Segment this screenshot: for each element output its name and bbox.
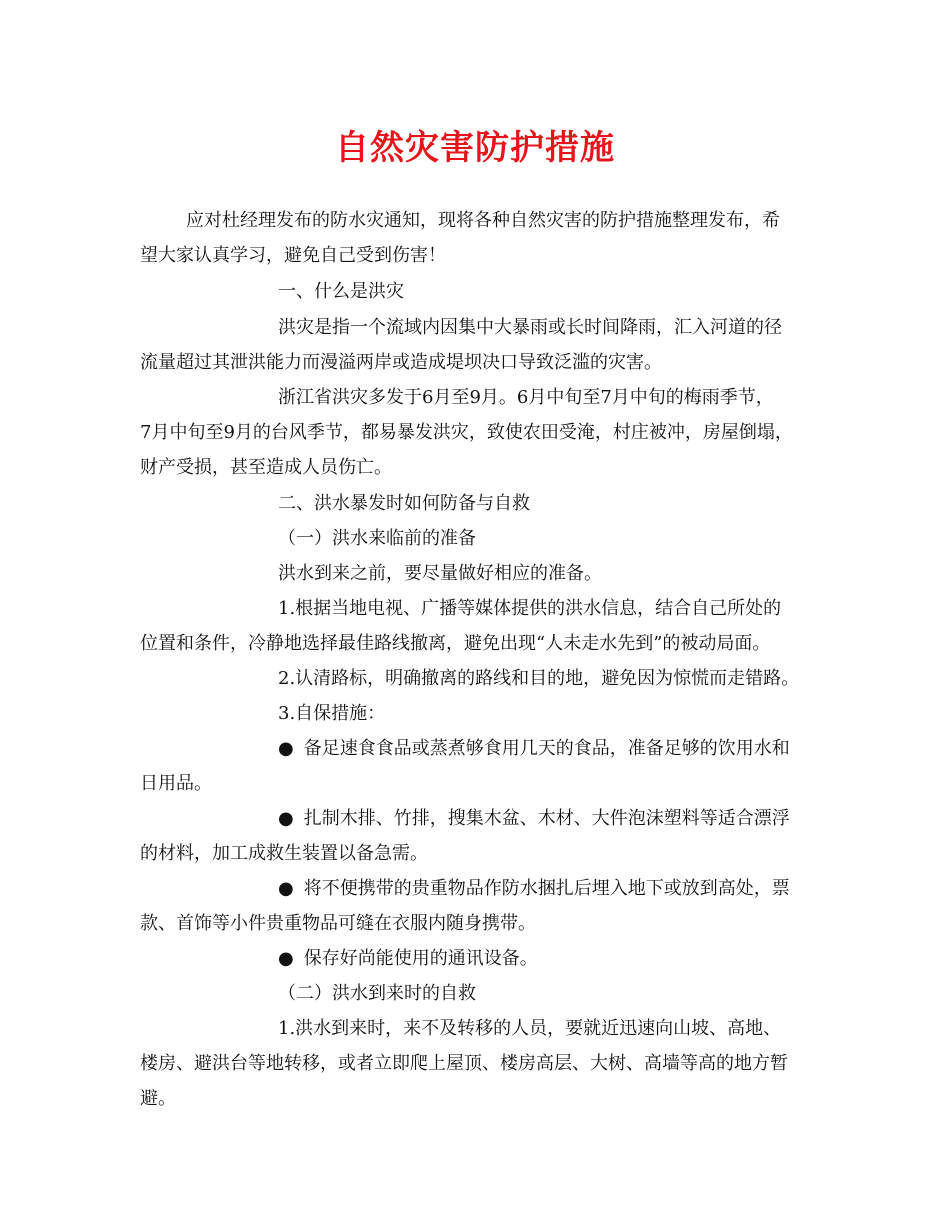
bullet-text: 扎制木排、竹排，搜集木盆、木材、大件泡沫塑料等适合漂浮 [303,808,790,829]
bullet-item [278,876,790,902]
paragraph-line: 财产受损，甚至造成人员伤亡。 [140,457,392,478]
bullet-icon: ● [278,948,294,969]
bullet-continuation: 款、首饰等小件贵重物品可缝在衣服内随身携带。 [140,913,536,934]
bullet-continuation: 日用品。 [140,773,212,794]
list-item-line: 1.洪水到来时，来不及转移的人员，要就近迅速向山坡、高地、 [278,1018,782,1039]
paragraph-line: 流量超过其泄洪能力而漫溢两岸或造成堤坝决口导致泛滥的灾害。 [140,352,662,373]
list-item-line: 3.自保措施： [278,703,386,724]
section-heading-2: 二、洪水暴发时如何防备与自救 [278,493,530,514]
bullet-icon: ● [278,738,294,759]
bullet-icon: ● [278,808,294,829]
bullet-text: 保存好尚能使用的通讯设备。 [303,948,538,969]
intro-line-2: 望大家认真学习，避免自己受到伤害！ [140,245,446,266]
paragraph-line: 洪水到来之前，要尽量做好相应的准备。 [278,563,602,584]
paragraph-line: 7月中旬至9月的台风季节，都易暴发洪灾，致使农田受淹，村庄被冲，房屋倒塌， [140,422,793,443]
paragraph-line: 浙江省洪灾多发于6月至9月。6月中旬至7月中旬的梅雨季节， [278,387,774,408]
bullet-item [278,736,790,762]
list-item-line: 1.根据当地电视、广播等媒体提供的洪水信息，结合自己所处的 [278,598,782,619]
bullet-item [278,806,790,832]
list-item-line: 2.认清路标，明确撤离的路线和目的地，避免因为惊慌而走错路。 [278,668,800,689]
list-item-line: 楼房、避洪台等地转移，或者立即爬上屋顶、楼房高层、大树、高墙等高的地方暂 [140,1053,788,1074]
bullet-continuation: 的材料，加工成救生装置以备急需。 [140,843,428,864]
list-item-line: 位置和条件，冷静地选择最佳路线撤离，避免出现“人未走水先到”的被动局面。 [140,633,771,654]
section-heading-1: 一、什么是洪灾 [278,281,404,302]
paragraph-line: 洪灾是指一个流域内因集中大暴雨或长时间降雨，汇入河道的径 [278,317,782,338]
subsection-heading-1: （一）洪水来临前的准备 [278,528,476,549]
intro-line-1: 应对杜经理发布的防水灾通知，现将各种自然灾害的防护措施整理发布，希 [186,210,780,231]
list-item-line: 避。 [140,1088,176,1109]
bullet-item [278,946,538,972]
document-title: 自然灾害防护措施 [335,128,615,168]
subsection-heading-2: （二）洪水到来时的自救 [278,983,476,1004]
bullet-text: 备足速食食品或蒸煮够食用几天的食品，准备足够的饮用水和 [303,738,790,759]
bullet-text: 将不便携带的贵重物品作防水捆扎后埋入地下或放到高处，票 [303,878,790,899]
bullet-icon: ● [278,878,294,899]
